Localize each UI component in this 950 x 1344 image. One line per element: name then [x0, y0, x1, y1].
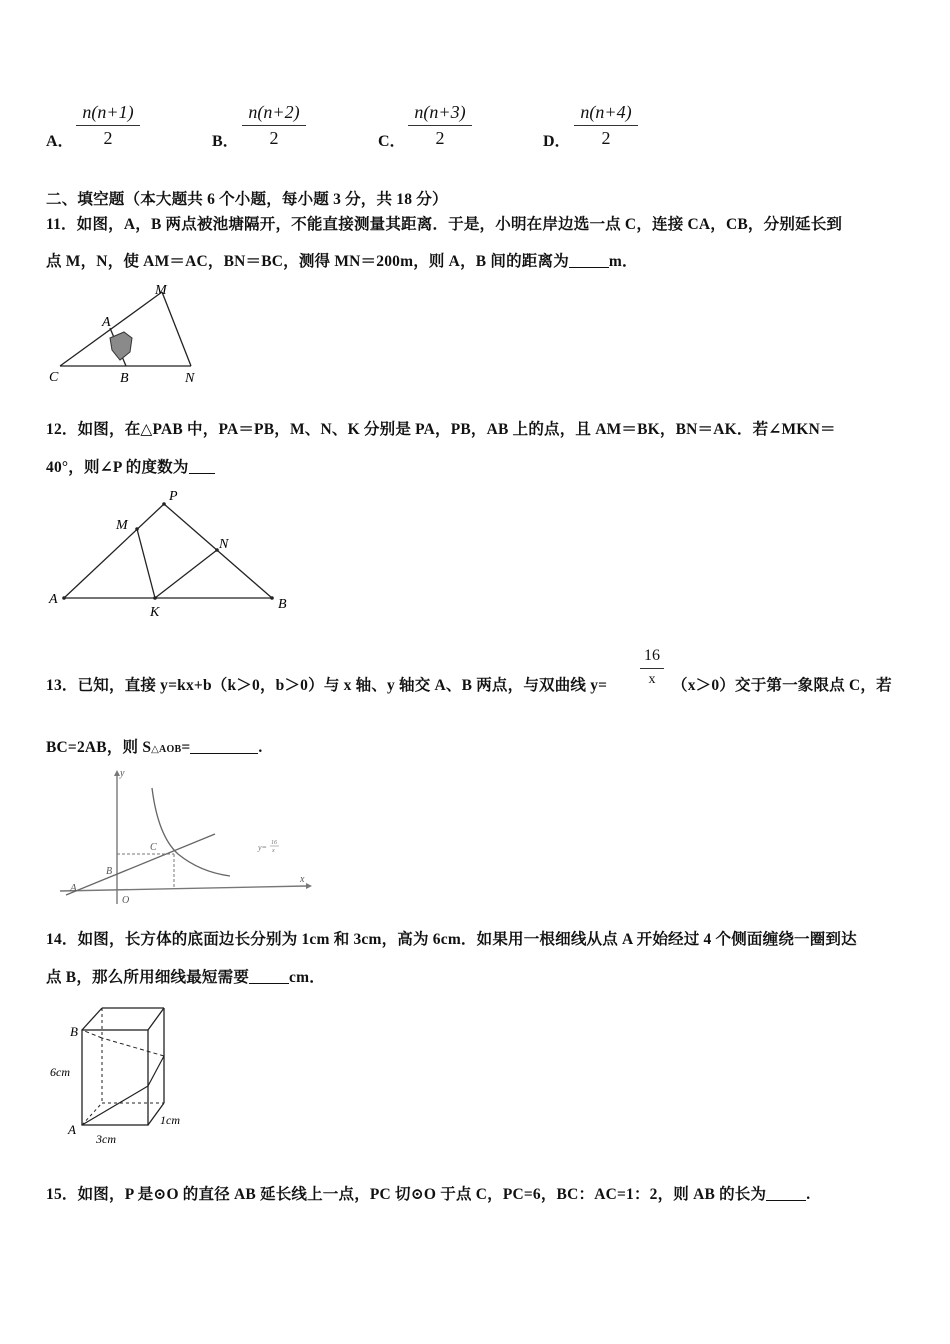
- q15-line1: [46, 1182, 810, 1204]
- q11-line2-unit: m．: [608, 253, 638, 270]
- q13-line1: [46, 673, 607, 695]
- q12-point-p: [162, 502, 166, 506]
- q13-fraction: [638, 646, 666, 689]
- q13-line2-eq: =: [181, 739, 191, 756]
- q11-pond: [110, 332, 132, 360]
- q12-point-b: [270, 596, 274, 600]
- option-c-numerator: n(n+3): [414, 102, 466, 122]
- option-d-numerator: n(n+4): [580, 102, 632, 122]
- q12-label-m: M: [116, 518, 128, 533]
- q14-string-back: [102, 1038, 164, 1056]
- option-c-fraction: [404, 100, 476, 149]
- q14-answer-blank[interactable]: [249, 969, 289, 984]
- q13-frac-den: x: [648, 672, 656, 687]
- q14-line2-unit: cm．: [289, 969, 325, 986]
- q14-label-b: B: [70, 1024, 78, 1039]
- q14-edge-1: [82, 1008, 102, 1030]
- q14-front-face: [82, 1030, 148, 1125]
- q14-string-front: [82, 1086, 148, 1125]
- q11-line2-text: 点 M，N，使 AM＝AC，BN＝BC，测得 MN＝200m，则 A，B 间的距离为: [46, 253, 569, 270]
- q11-label-m: M: [155, 283, 167, 298]
- q12-label-p: P: [169, 489, 178, 504]
- q13-line2-end: .: [258, 739, 263, 756]
- q14-string-end: [82, 1030, 102, 1038]
- q11-line2: [46, 249, 638, 271]
- option-b-denominator: 2: [269, 128, 279, 148]
- q12-line2: [46, 455, 215, 477]
- option-d-denominator: 2: [601, 128, 611, 148]
- option-b-letter: B．: [212, 133, 239, 150]
- option-a-denominator: 2: [103, 128, 113, 148]
- q15-line1-end: .: [806, 1186, 811, 1203]
- q11-label-c: C: [49, 370, 59, 385]
- q14-label-a: A: [68, 1122, 76, 1137]
- option-d-letter: D．: [543, 133, 571, 150]
- q14-edge-2: [148, 1008, 164, 1030]
- q12-point-a: [62, 596, 66, 600]
- q13-label-a: A: [70, 882, 77, 894]
- q11-label-n: N: [185, 371, 195, 386]
- q13-frac-num: 16: [644, 647, 660, 664]
- q11-label-b: B: [120, 371, 129, 386]
- q13-label-b: B: [106, 866, 113, 877]
- q13-line1-tail: （x＞0）交于第一象限点 C，若: [672, 677, 892, 694]
- q13-label-y: y: [120, 768, 125, 779]
- q14-label-depth: 1cm: [160, 1113, 180, 1127]
- option-a-numerator: n(n+1): [82, 102, 134, 122]
- q14-label-height: 6cm: [50, 1065, 70, 1079]
- option-d-fraction: [570, 100, 642, 149]
- q13-line2: [46, 735, 262, 757]
- q15-answer-blank[interactable]: [766, 1186, 806, 1201]
- q12-label-a: A: [49, 592, 58, 607]
- option-a-fraction: [72, 100, 144, 149]
- q12-point-k: [153, 596, 157, 600]
- q14-line1: 14．如图，长方体的底面边长分别为 1cm 和 3cm，高为 6cm．如果用一根细线从点 A 开始经过 4 个侧面缠绕一圈到达: [46, 931, 857, 948]
- q11-label-a: A: [102, 315, 111, 330]
- q13-label-o: O: [122, 895, 130, 906]
- q13-x-axis: [60, 886, 306, 891]
- q13-answer-blank[interactable]: [190, 739, 258, 754]
- q12-label-n: N: [219, 537, 229, 552]
- q13-hyperbola: [152, 788, 230, 876]
- section2-title: 二、填空题（本大题共 6 个小题，每小题 3 分，共 18 分）: [46, 191, 448, 208]
- q11-line-mn: [162, 292, 191, 366]
- q14-figure: [44, 998, 204, 1150]
- q13-curve-den: x: [272, 848, 275, 854]
- q13-curve-label: y=: [258, 843, 267, 852]
- q14-line2: [46, 965, 325, 987]
- q14-hidden-edge-d: [82, 1103, 102, 1125]
- option-b-numerator: n(n+2): [248, 102, 300, 122]
- option-c-denominator: 2: [435, 128, 445, 148]
- option-c-letter: C．: [378, 133, 406, 150]
- q12-answer-blank[interactable]: [189, 459, 215, 474]
- q13-label-x: x: [300, 874, 305, 885]
- q11-answer-blank[interactable]: [569, 253, 609, 268]
- q15-line1-text: 15．如图，P 是⊙O 的直径 AB 延长线上一点，PC 切⊙O 于点 C，PC=6，BC：AC=1：2，则 AB 的长为: [46, 1186, 767, 1203]
- q12-line-kn: [155, 550, 217, 598]
- q13-line2-text: BC=2AB，则 S: [46, 739, 152, 756]
- q14-label-width: 3cm: [96, 1132, 116, 1146]
- q13-figure: [60, 764, 322, 906]
- q14-string-side: [148, 1056, 164, 1086]
- q12-label-b: B: [278, 597, 287, 612]
- q13-curve-num: 16: [271, 840, 277, 846]
- q12-line1: 12．如图，在△PAB 中，PA＝PB，M、N、K 分别是 PA，PB，AB 上的点，且 AM＝BK，BN＝AK．若∠MKN＝: [46, 421, 836, 438]
- q13-x-arrow: [306, 883, 312, 889]
- option-a-letter: A．: [46, 133, 74, 150]
- q12-line-ap: [64, 504, 164, 598]
- q11-figure: [44, 280, 214, 388]
- q12-label-k: K: [150, 605, 160, 620]
- q14-line2-text: 点 B，那么所用细线最短需要: [46, 969, 250, 986]
- q13-line1-text: 13．已知，直接 y=kx+b（k＞0，b＞0）与 x 轴、y 轴交 A、B 两点，与双曲线 y=: [46, 677, 608, 694]
- q12-point-m: [135, 527, 139, 531]
- q12-line-mk: [137, 529, 155, 598]
- q13-line2-sub: △AOB: [151, 744, 182, 755]
- q13-label-c: C: [150, 842, 157, 853]
- option-b-fraction: [238, 100, 310, 149]
- q11-line1: 11．如图，A，B 两点被池塘隔开，不能直接测量其距离．于是，小明在岸边选一点 C，连接 CA，CB，分别延长到: [46, 216, 843, 233]
- q12-figure: [44, 484, 304, 622]
- q12-line2-text: 40°，则∠P 的度数为: [46, 459, 189, 476]
